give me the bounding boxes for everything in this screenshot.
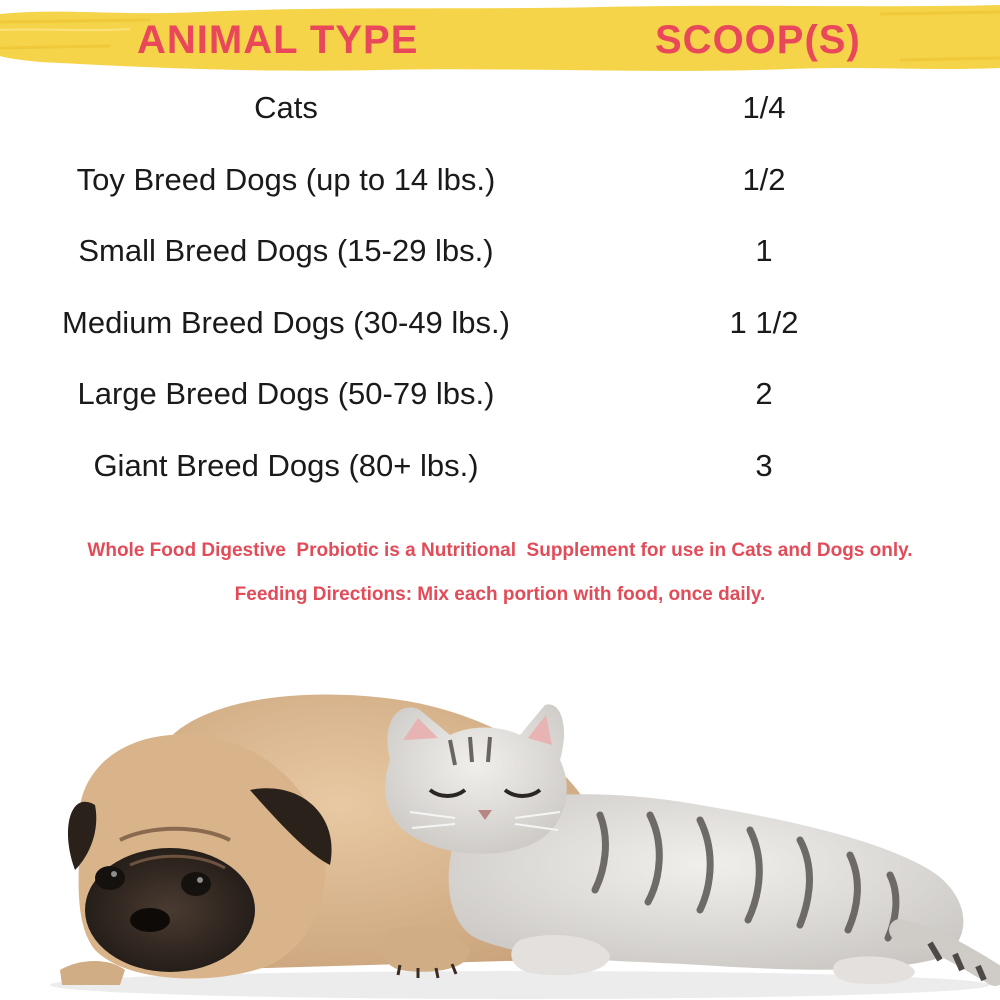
animal-cell: Large Breed Dogs (50-79 lbs.) <box>77 376 495 411</box>
pug-and-cat-photo <box>0 640 1000 1000</box>
feeding-directions: Feeding Directions: Mix each portion with food, once daily. <box>234 584 766 605</box>
dosage-table <box>0 90 1000 519</box>
supplement-note: Whole Food Digestive Probiotic is a Nutritional Supplement for use in Cats and Dogs only. <box>87 540 913 561</box>
notes-section <box>0 540 1000 606</box>
scoops-cell: 1 1/2 <box>729 304 799 340</box>
table-row <box>0 90 1000 162</box>
scoops-cell: 2 <box>755 376 773 411</box>
scoops-cell: 3 <box>755 447 773 483</box>
scoops-cell: 1/4 <box>742 90 786 125</box>
table-header <box>0 18 1000 72</box>
animal-type-header: ANIMAL TYPE <box>137 18 419 62</box>
table-row <box>0 162 1000 234</box>
table-row <box>0 376 1000 448</box>
table-row <box>0 233 1000 305</box>
table-row <box>0 305 1000 377</box>
animal-cell: Medium Breed Dogs (30-49 lbs.) <box>62 304 510 340</box>
animal-cell: Small Breed Dogs (15-29 lbs.) <box>78 233 494 268</box>
animal-cell: Toy Breed Dogs (up to 14 lbs.) <box>76 161 496 197</box>
scoops-header: SCOOP(S) <box>655 18 861 62</box>
animal-cell: Giant Breed Dogs (80+ lbs.) <box>93 447 479 483</box>
scoops-cell: 1/2 <box>742 161 786 197</box>
scoops-cell: 1 <box>755 233 773 268</box>
animal-cell: Cats <box>254 90 318 125</box>
table-row <box>0 448 1000 520</box>
